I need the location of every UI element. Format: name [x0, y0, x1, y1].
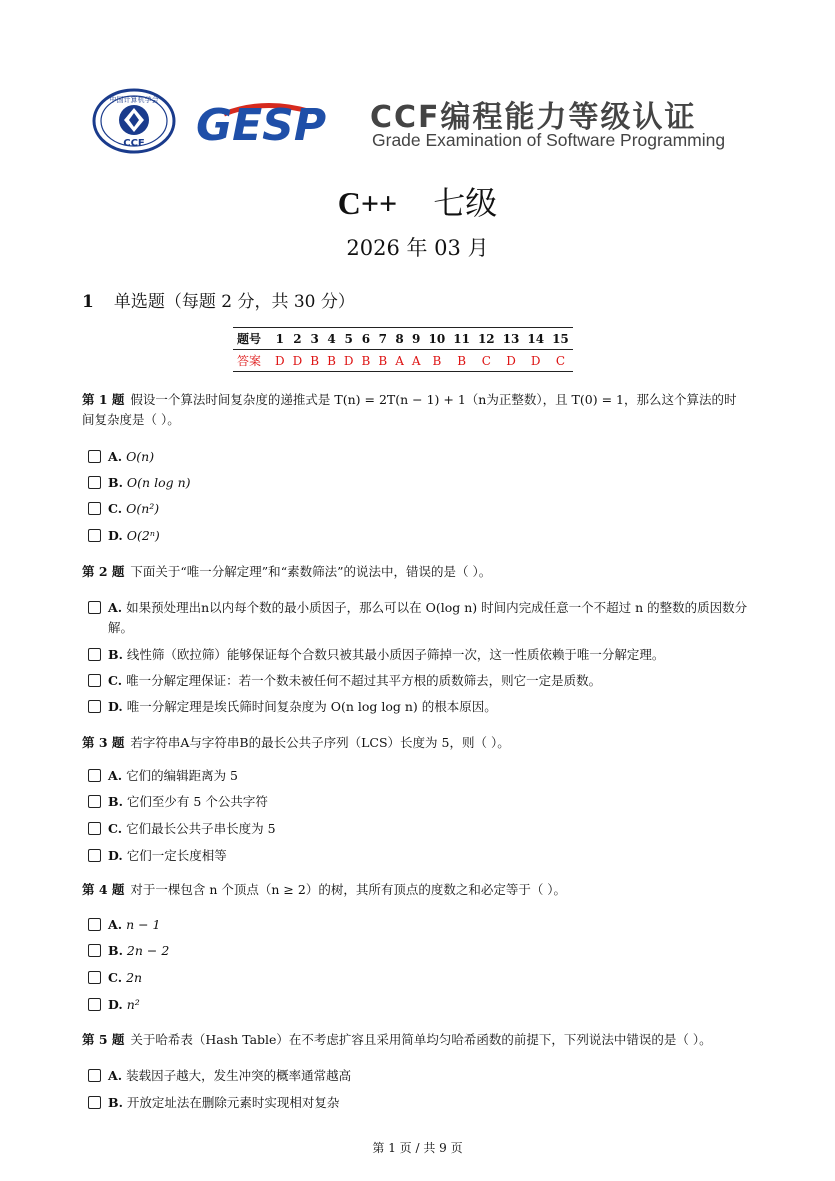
option-checkbox[interactable]: [88, 1096, 101, 1109]
answer-table-answer-cell: D: [523, 350, 548, 372]
question-label: 第 1 题: [82, 392, 125, 407]
question-4-option-b[interactable]: [88, 941, 748, 961]
answer-table-number-cell: 2: [289, 328, 307, 350]
question-label: 第 2 题: [82, 564, 125, 579]
question-text: 关于哈希表（Hash Table）在不考虑扩容且采用简单均匀哈希函数的前提下，下列说法中错误的是（ ）。: [130, 1032, 712, 1047]
option-checkbox[interactable]: [88, 700, 101, 713]
option-checkbox[interactable]: [88, 998, 101, 1011]
brand-title: CCF编程能力等级认证: [370, 100, 697, 135]
option-letter: D.: [108, 528, 123, 543]
brand-subtitle: Grade Examination of Software Programming: [372, 130, 726, 150]
option-text: 开放定址法在删除元素时实现相对复杂: [126, 1095, 340, 1110]
option-text: 它们的编辑距离为 5: [126, 768, 238, 783]
option-letter: B.: [108, 647, 123, 662]
gesp-logo-text: GESP: [196, 100, 327, 148]
question-4-option-c[interactable]: [88, 968, 748, 988]
option-letter: A.: [108, 917, 123, 932]
option-text: O(n²): [126, 501, 160, 516]
question-3-option-a[interactable]: [88, 766, 748, 786]
answer-table-answer-cell: D: [499, 350, 524, 372]
answer-table-answer-cell: A: [391, 350, 408, 372]
section-label: 单选题（每题 2 分，共 30 分）: [113, 292, 355, 312]
exam-language: C++: [337, 185, 398, 221]
option-text: 如果预处理出n以内每个数的最小质因子，那么可以在 O(log n) 时间内完成任意一个不超过 n 的整数的质因数分解。: [108, 600, 748, 635]
answer-table-answer-cell: B: [323, 350, 340, 372]
question-5-option-b[interactable]: [88, 1093, 748, 1113]
exam-date: 2026 年 03 月: [346, 236, 489, 260]
question-label: 第 5 题: [82, 1032, 125, 1047]
option-letter: A.: [108, 449, 123, 464]
exam-level: 七级: [433, 184, 498, 222]
option-checkbox[interactable]: [88, 822, 101, 835]
option-checkbox[interactable]: [88, 971, 101, 984]
option-checkbox[interactable]: [88, 918, 101, 931]
section-heading: [82, 287, 355, 312]
question-1-option-c[interactable]: [88, 499, 748, 519]
question-2-option-d[interactable]: [88, 697, 748, 717]
question-1-option-d[interactable]: [88, 526, 748, 546]
option-text: 它们一定长度相等: [126, 848, 227, 863]
answer-table-answer-cell: C: [548, 350, 573, 372]
option-text: 线性筛（欧拉筛）能够保证每个合数只被其最小质因子筛掉一次，这一性质依赖于唯一分解定理。: [126, 647, 665, 662]
option-text: 唯一分解定理保证：若一个数未被任何不超过其平方根的质数筛去，则它一定是质数。: [126, 673, 602, 688]
question-2-option-b[interactable]: [88, 645, 748, 665]
answer-table-number-cell: 14: [523, 328, 548, 350]
question-text: 下面关于“唯一分解定理”和“素数筛法”的说法中，错误的是（ ）。: [130, 564, 492, 579]
answer-table-number-cell: 10: [425, 328, 450, 350]
question-3-option-b[interactable]: [88, 792, 748, 812]
option-checkbox[interactable]: [88, 944, 101, 957]
question-1-option-a[interactable]: [88, 447, 748, 467]
answer-table: [233, 327, 573, 372]
answer-table-number-cell: 12: [474, 328, 499, 350]
ccf-logo: [92, 88, 176, 154]
answer-table-answer-cell: B: [449, 350, 474, 372]
answer-table-number-cell: 8: [391, 328, 408, 350]
option-letter: B.: [108, 943, 123, 958]
option-text: n − 1: [126, 917, 161, 932]
question-label: 第 3 题: [82, 735, 125, 750]
answer-table-number-cell: 15: [548, 328, 573, 350]
gesp-logo: [194, 94, 354, 148]
question-2: [82, 562, 747, 582]
answer-table-numbers-row: [233, 328, 573, 350]
answer-table-answers-row: [233, 350, 573, 372]
page-footer: 第 1 页 / 共 9 页: [372, 1141, 463, 1155]
question-5: [82, 1030, 747, 1050]
option-checkbox[interactable]: [88, 450, 101, 463]
option-letter: A.: [108, 768, 123, 783]
answer-table-answer-cell: B: [374, 350, 391, 372]
option-checkbox[interactable]: [88, 674, 101, 687]
option-checkbox[interactable]: [88, 529, 101, 542]
option-checkbox[interactable]: [88, 769, 101, 782]
question-4: [82, 880, 747, 900]
question-4-option-d[interactable]: [88, 995, 748, 1015]
option-letter: C.: [108, 970, 123, 985]
option-text: O(n log n): [126, 475, 191, 490]
option-checkbox[interactable]: [88, 795, 101, 808]
question-text: 假设一个算法时间复杂度的递推式是 T(n) = 2T(n − 1) + 1（n为正整数），且 T(0) = 1，那么这个算法的时间复杂度是（ ）。: [82, 392, 737, 427]
option-checkbox[interactable]: [88, 849, 101, 862]
answer-table-answer-cell: A: [408, 350, 425, 372]
answer-table-number-cell: 5: [340, 328, 358, 350]
question-3-option-d[interactable]: [88, 846, 748, 866]
answer-table-number-cell: 7: [374, 328, 391, 350]
answer-table-answer-cell: C: [474, 350, 499, 372]
answer-table-number-cell: 6: [358, 328, 375, 350]
question-2-option-c[interactable]: [88, 671, 748, 691]
question-3: [82, 733, 747, 753]
answer-table-answer-cell: B: [425, 350, 450, 372]
page-header: [92, 88, 752, 158]
option-letter: D.: [108, 699, 123, 714]
answer-table-number-cell: 3: [306, 328, 323, 350]
answer-table-number-cell: 1: [271, 328, 289, 350]
question-2-option-a[interactable]: [88, 598, 748, 638]
option-text: 2n: [126, 970, 143, 985]
answer-table-number-cell: 4: [323, 328, 340, 350]
question-1-option-b[interactable]: [88, 473, 748, 493]
option-text: O(n): [126, 449, 155, 464]
option-text: 唯一分解定理是埃氏筛时间复杂度为 O(n log log n) 的根本原因。: [126, 699, 497, 714]
answer-table-answer-cell: D: [271, 350, 289, 372]
option-letter: D.: [108, 848, 123, 863]
answer-table-answer-cell: D: [289, 350, 307, 372]
option-text: O(2ⁿ): [126, 528, 160, 543]
answer-table-answer-cell: D: [340, 350, 358, 372]
question-text: 若字符串A与字符串B的最长公共子序列（LCS）长度为 5，则（ ）。: [130, 735, 510, 750]
option-letter: A.: [108, 1068, 123, 1083]
answer-table-number-cell: 9: [408, 328, 425, 350]
option-checkbox[interactable]: [88, 601, 101, 614]
option-text: 它们至少有 5 个公共字符: [126, 794, 268, 809]
option-text: 它们最长公共子串长度为 5: [126, 821, 276, 836]
option-letter: B.: [108, 794, 123, 809]
question-label: 第 4 题: [82, 882, 125, 897]
answer-table-answer-label: 答案: [233, 350, 271, 372]
section-number: 1: [82, 292, 94, 312]
answer-table-number-cell: 13: [499, 328, 524, 350]
option-text: 2n − 2: [126, 943, 170, 958]
option-letter: A.: [108, 600, 123, 615]
ccf-logo-top-text: 中国计算机学会: [109, 96, 159, 104]
option-letter: C.: [108, 501, 123, 516]
option-letter: C.: [108, 673, 123, 688]
answer-table-number-cell: 11: [449, 328, 474, 350]
option-letter: B.: [108, 475, 123, 490]
answer-table-answer-cell: B: [358, 350, 375, 372]
option-letter: D.: [108, 997, 123, 1012]
option-text: n²: [126, 997, 140, 1012]
option-checkbox[interactable]: [88, 476, 101, 489]
option-checkbox[interactable]: [88, 1069, 101, 1082]
question-5-option-a[interactable]: [88, 1066, 748, 1086]
option-letter: B.: [108, 1095, 123, 1110]
question-4-option-a[interactable]: [88, 915, 748, 935]
option-checkbox[interactable]: [88, 502, 101, 515]
ccf-logo-bottom-text: CCF: [123, 138, 145, 149]
answer-table-answer-cell: B: [306, 350, 323, 372]
question-3-option-c[interactable]: [88, 819, 748, 839]
question-text: 对于一棵包含 n 个顶点（n ≥ 2）的树，其所有顶点的度数之和必定等于（ ）。: [130, 882, 567, 897]
option-text: 装载因子越大，发生冲突的概率通常越高: [126, 1068, 352, 1083]
option-checkbox[interactable]: [88, 648, 101, 661]
exam-title: [0, 178, 835, 224]
answer-table-number-label: 题号: [233, 328, 271, 350]
question-1: [82, 390, 747, 430]
option-letter: C.: [108, 821, 123, 836]
